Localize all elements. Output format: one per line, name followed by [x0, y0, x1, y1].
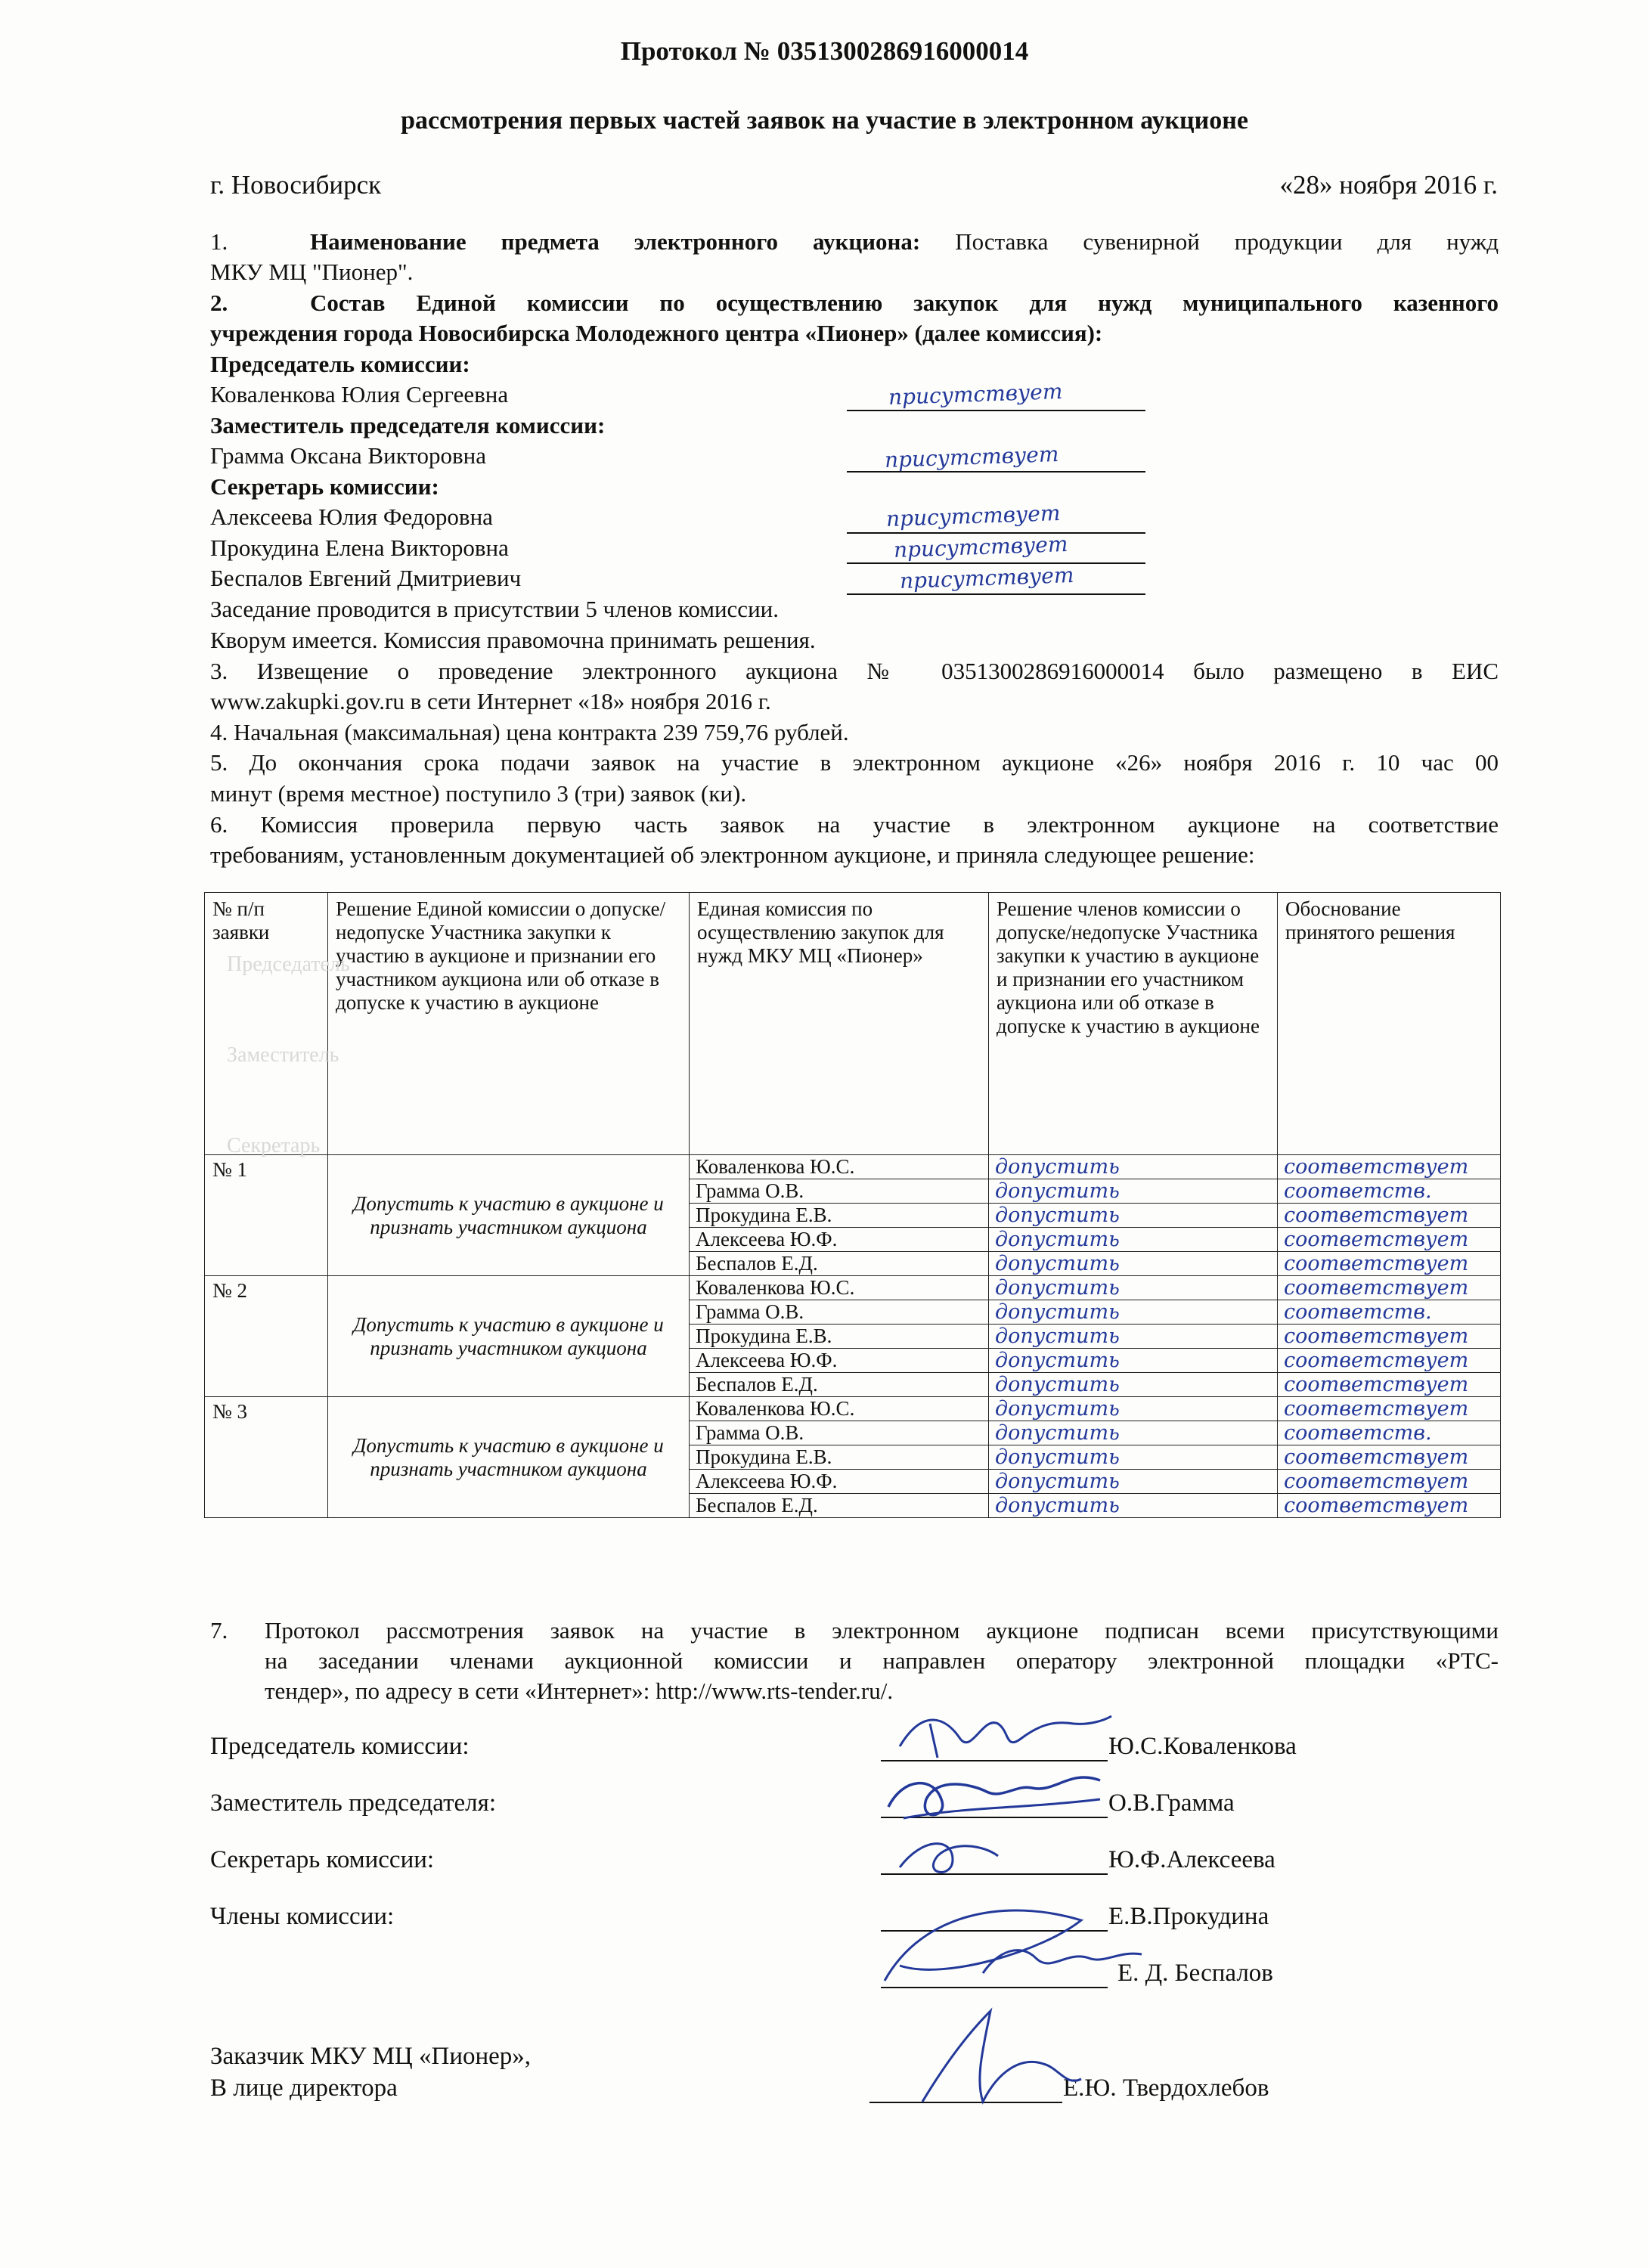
sign-deputy-label: Заместитель председателя: — [210, 1789, 496, 1817]
document-subtitle: рассмотрения первых частей заявок на участие в электронном аукционе — [401, 107, 1248, 135]
member-name: Алексеева Ю.Ф. — [690, 1470, 989, 1494]
member-name: Грамма О.В. — [690, 1421, 989, 1445]
member-name: Беспалов Е.Д. — [690, 1373, 989, 1397]
item-1-label: Наименование предмета электронного аукциона: — [310, 228, 921, 255]
item-3-line1: 3. Извещение о проведение электронного аукциона № 0351300286916000014 было размещено в ЕИС — [210, 658, 1499, 684]
item-5-line1: 5. До окончания срока подачи заявок на участие в электронном аукционе «26» ноября 2016 г. 10 час 00 — [210, 749, 1499, 776]
header-cell: Решение Единой комиссии о допуске/недопуске Участника закупки к участию в аукционе и признании его участником аукциона или об отказе в допуске к участию в аукционе — [328, 893, 690, 1155]
reason-handwritten: соответствует — [1278, 1373, 1501, 1397]
member-decision-handwritten: допустить — [989, 1300, 1278, 1325]
member-decision-handwritten: допустить — [989, 1397, 1278, 1421]
item-3-line2: www.zakupki.gov.ru в сети Интернет «18» ноября 2016 г. — [210, 688, 771, 714]
member-decision-handwritten: допустить — [989, 1349, 1278, 1373]
member-decision-handwritten: допустить — [989, 1494, 1278, 1518]
member-decision-handwritten: допустить — [989, 1155, 1278, 1179]
reason-handwritten: соответствует — [1278, 1228, 1501, 1252]
header-cell: № п/п заявки — [205, 893, 328, 1155]
member-3-name: Беспалов Евгений Дмитриевич — [210, 565, 522, 591]
member-decision-handwritten: допустить — [989, 1179, 1278, 1204]
reason-handwritten: соответствует — [1278, 1276, 1501, 1300]
item-4-line: 4. Начальная (максимальная) цена контракта 239 759,76 рублей. — [210, 719, 849, 745]
member-name: Коваленкова Ю.С. — [690, 1276, 989, 1300]
attendance-handwritten: присутствует — [885, 500, 1061, 532]
reason-handwritten: соответствует — [1278, 1325, 1501, 1349]
reason-handwritten: соответствует — [1278, 1397, 1501, 1421]
reason-handwritten: соответств. — [1278, 1179, 1501, 1204]
member-1-name: Алексеева Юлия Федоровна — [210, 503, 493, 530]
item-7-number: 7. — [210, 1617, 228, 1644]
item-1-text-cont: МКУ МЦ "Пионер". — [210, 259, 414, 285]
sign-members-label: Члены комиссии: — [210, 1903, 395, 1930]
attendance-line — [847, 562, 1145, 564]
sign-chair-label: Председатель комиссии: — [210, 1733, 470, 1760]
table-row — [205, 1276, 1501, 1300]
document-title: Протокол № 0351300286916000014 — [620, 36, 1029, 66]
chair-label: Председатель комиссии: — [210, 351, 470, 377]
member-name: Беспалов Е.Д. — [690, 1494, 989, 1518]
results-table — [204, 892, 1501, 1518]
member-decision-handwritten: допустить — [989, 1325, 1278, 1349]
member-name: Алексеева Ю.Ф. — [690, 1228, 989, 1252]
member-name: Грамма О.В. — [690, 1179, 989, 1204]
item-5-line2: минут (время местное) поступило 3 (три) заявок (ки). — [210, 780, 747, 807]
reason-handwritten: соответствует — [1278, 1494, 1501, 1518]
item-1-text: Поставка сувенирной продукции для нужд — [955, 228, 1499, 255]
commission-decision: Допустить к участию в аукционе и признать участником аукциона — [328, 1155, 690, 1276]
document-date: «28» ноября 2016 г. — [1279, 170, 1498, 200]
sign-member2-name: Е. Д. Беспалов — [1117, 1960, 1273, 1987]
attendance-line — [847, 410, 1145, 411]
attendance-handwritten: присутствует — [884, 441, 1059, 473]
item-6-line2: требованиям, установленным документацией об электронном аукционе, и приняла следующее решение: — [210, 841, 1255, 868]
item-2-line1: Состав Единой комиссии по осуществлению закупок для нужд муниципального казенного — [310, 290, 1499, 316]
sign-secretary-label: Секретарь комиссии: — [210, 1846, 435, 1873]
member-decision-handwritten: допустить — [989, 1252, 1278, 1276]
item-1-line — [310, 227, 1499, 257]
reason-handwritten: соответствует — [1278, 1445, 1501, 1470]
header-cell: Решение членов комиссии о допуске/недопуске Участника закупки к участию в аукционе и признании его участником аукциона или об отказе в допуске к участию в аукционе — [989, 893, 1278, 1155]
deputy-label: Заместитель председателя комиссии: — [210, 412, 606, 438]
reason-handwritten: соответствует — [1278, 1155, 1501, 1179]
attendance-handwritten: присутствует — [893, 531, 1068, 563]
attendance-handwritten: присутствует — [888, 378, 1063, 411]
commission-decision: Допустить к участию в аукционе и признать участником аукциона — [328, 1276, 690, 1397]
member-decision-handwritten: допустить — [989, 1445, 1278, 1470]
bleed-through-text: Секретарь — [227, 1134, 321, 1157]
sign-chair-name: Ю.С.Коваленкова — [1108, 1733, 1297, 1760]
customer-line1: Заказчик МКУ МЦ «Пионер», — [210, 2043, 532, 2070]
item-2-number: 2. — [210, 290, 228, 316]
sign-member1-name: Е.В.Прокудина — [1108, 1903, 1269, 1930]
member-decision-handwritten: допустить — [989, 1421, 1278, 1445]
attendance-line — [847, 593, 1145, 595]
item-6-line1: 6. Комиссия проверила первую часть заявок на участие в электронном аукционе на соответствие — [210, 811, 1499, 838]
member-decision-handwritten: допустить — [989, 1228, 1278, 1252]
commission-decision: Допустить к участию в аукционе и признать участником аукциона — [328, 1397, 690, 1518]
application-number: № 2 — [205, 1276, 328, 1397]
reason-handwritten: соответствует — [1278, 1204, 1501, 1228]
quorum-line: Кворум имеется. Комиссия правомочна принимать решения. — [210, 627, 816, 653]
member-name: Прокудина Е.В. — [690, 1445, 989, 1470]
member-name: Грамма О.В. — [690, 1300, 989, 1325]
reason-handwritten: соответствует — [1278, 1470, 1501, 1494]
sign-deputy-name: О.В.Грамма — [1108, 1789, 1235, 1817]
member-name: Прокудина Е.В. — [690, 1325, 989, 1349]
chair-name: Коваленкова Юлия Сергеевна — [210, 381, 509, 407]
table-header-row — [205, 893, 1501, 1155]
member-name: Прокудина Е.В. — [690, 1204, 989, 1228]
member-decision-handwritten: допустить — [989, 1204, 1278, 1228]
sign-secretary-name: Ю.Ф.Алексеева — [1108, 1846, 1275, 1873]
member-2-name: Прокудина Елена Викторовна — [210, 534, 509, 561]
item-7-line1: Протокол рассмотрения заявок на участие в электронном аукционе подписан всеми присутствующими — [265, 1617, 1499, 1644]
session-line: Заседание проводится в присутствии 5 членов комиссии. — [210, 596, 779, 622]
customer-line2: В лице директора — [210, 2074, 398, 2102]
bleed-through-text: Председатель — [227, 953, 350, 976]
member-decision-handwritten: допустить — [989, 1470, 1278, 1494]
bleed-through-text: Заместитель — [227, 1043, 339, 1067]
item-7-line3: тендер», по адресу в сети «Интернет»: http://www.rts-tender.ru/. — [265, 1678, 894, 1704]
attendance-handwritten: присутствует — [899, 562, 1074, 594]
reason-handwritten: соответствует — [1278, 1252, 1501, 1276]
secretary-label: Секретарь комиссии: — [210, 473, 439, 500]
member-decision-handwritten: допустить — [989, 1276, 1278, 1300]
table-row — [205, 1155, 1501, 1179]
city: г. Новосибирск — [210, 170, 382, 200]
header-cell: Единая комиссия по осуществлению закупок для нужд МКУ МЦ «Пионер» — [690, 893, 989, 1155]
member-name: Алексеева Ю.Ф. — [690, 1349, 989, 1373]
application-number: № 3 — [205, 1397, 328, 1518]
application-number: № 1 — [205, 1155, 328, 1276]
reason-handwritten: соответствует — [1278, 1349, 1501, 1373]
reason-handwritten: соответств. — [1278, 1300, 1501, 1325]
item-7-line2: на заседании членами аукционной комиссии и направлен оператору электронной площадки «РТС- — [265, 1647, 1499, 1674]
member-name: Коваленкова Ю.С. — [690, 1397, 989, 1421]
member-decision-handwritten: допустить — [989, 1373, 1278, 1397]
member-name: Беспалов Е.Д. — [690, 1252, 989, 1276]
reason-handwritten: соответств. — [1278, 1421, 1501, 1445]
deputy-name: Грамма Оксана Викторовна — [210, 442, 486, 469]
header-cell: Обоснование принятого решения — [1278, 893, 1501, 1155]
item-2-line2: учреждения города Новосибирска Молодежного центра «Пионер» (далее комиссия): — [210, 320, 1103, 346]
table-row — [205, 1397, 1501, 1421]
director-name: Е.Ю. Твердохлебов — [1063, 2074, 1269, 2102]
item-1-number: 1. — [210, 228, 228, 255]
member-name: Коваленкова Ю.С. — [690, 1155, 989, 1179]
signature-director — [892, 1996, 1089, 2117]
